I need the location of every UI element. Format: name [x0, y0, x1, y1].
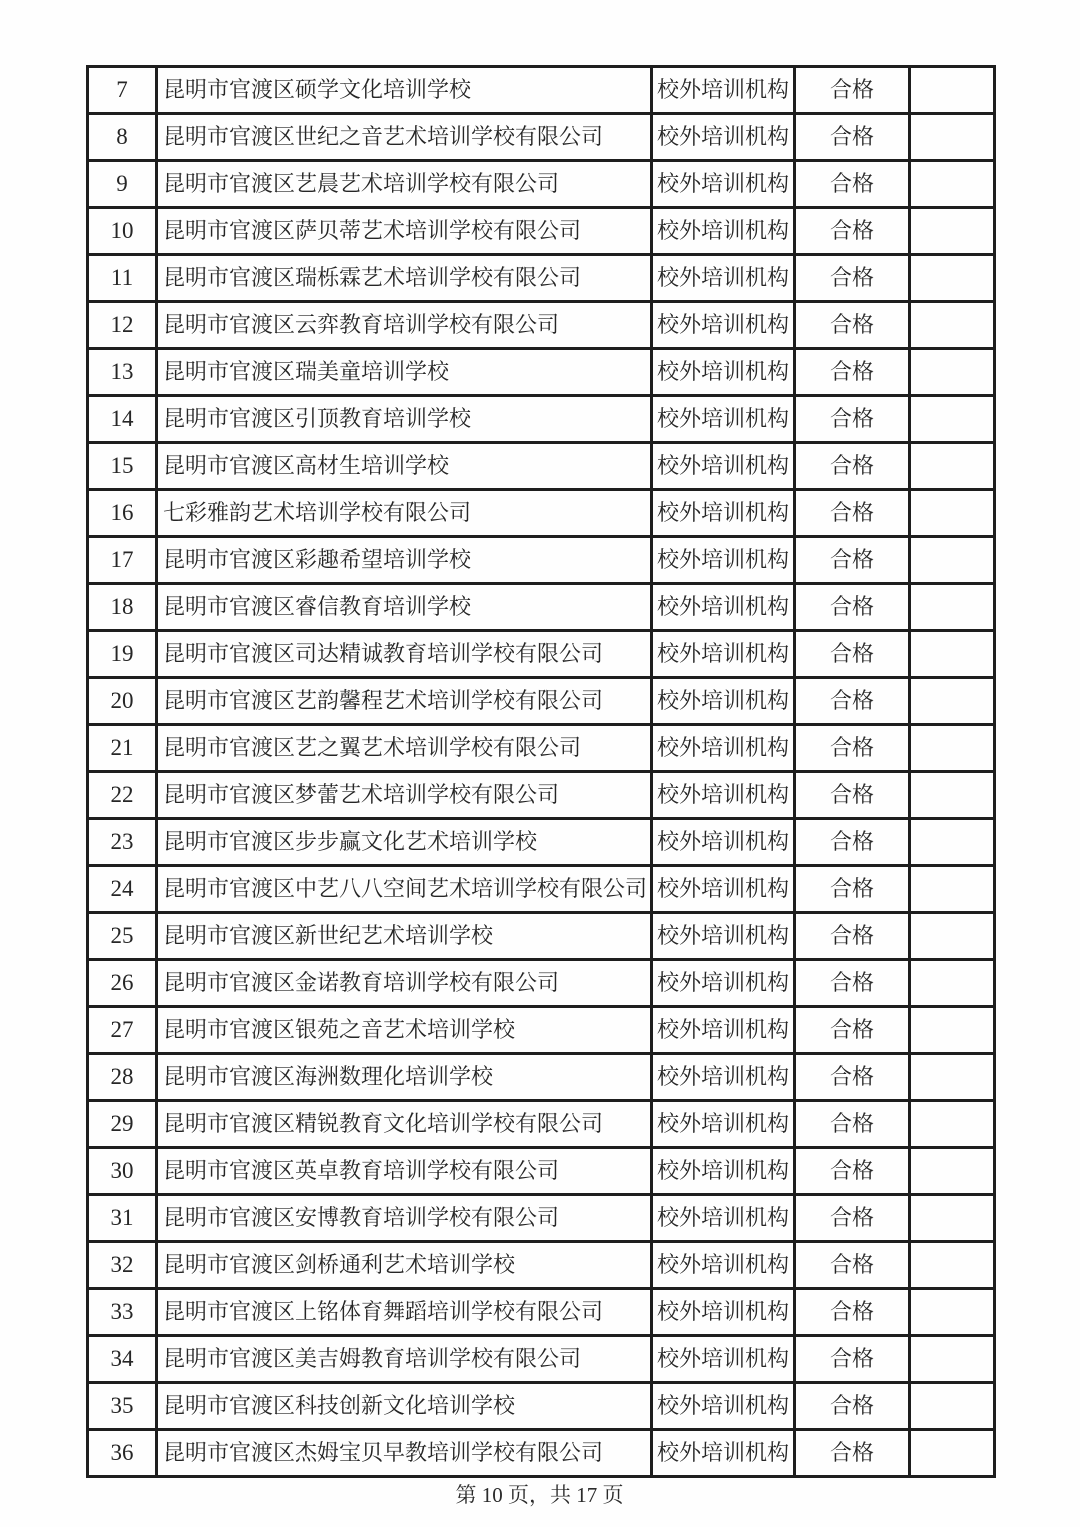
- institution-name-cell: 昆明市官渡区睿信教育培训学校: [157, 584, 652, 631]
- inspection-result-cell: 合格: [795, 1336, 910, 1383]
- institution-type-cell: 校外培训机构: [652, 1289, 795, 1336]
- inspection-result-cell: 合格: [795, 913, 910, 960]
- remark-cell: [910, 1430, 995, 1477]
- institution-type-cell: 校外培训机构: [652, 114, 795, 161]
- inspection-result-cell: 合格: [795, 725, 910, 772]
- table-row: [88, 1054, 995, 1101]
- institution-name-cell: 昆明市官渡区艺晨艺术培训学校有限公司: [157, 161, 652, 208]
- remark-cell: [910, 1101, 995, 1148]
- institution-name-cell: 昆明市官渡区海洲数理化培训学校: [157, 1054, 652, 1101]
- row-index-cell: 20: [88, 678, 157, 725]
- row-index-cell: 29: [88, 1101, 157, 1148]
- institution-type-cell: 校外培训机构: [652, 537, 795, 584]
- row-index-cell: 32: [88, 1242, 157, 1289]
- table-row: [88, 537, 995, 584]
- row-index-cell: 18: [88, 584, 157, 631]
- remark-cell: [910, 537, 995, 584]
- remark-cell: [910, 584, 995, 631]
- remark-cell: [910, 1148, 995, 1195]
- institution-name-cell: 昆明市官渡区艺之翼艺术培训学校有限公司: [157, 725, 652, 772]
- remark-cell: [910, 114, 995, 161]
- institution-name-cell: 昆明市官渡区彩趣希望培训学校: [157, 537, 652, 584]
- institution-type-cell: 校外培训机构: [652, 302, 795, 349]
- remark-cell: [910, 349, 995, 396]
- table-row: [88, 161, 995, 208]
- row-index-cell: 21: [88, 725, 157, 772]
- institution-name-cell: 昆明市官渡区高材生培训学校: [157, 443, 652, 490]
- inspection-result-cell: 合格: [795, 1242, 910, 1289]
- table-row: [88, 1148, 995, 1195]
- inspection-result-cell: 合格: [795, 396, 910, 443]
- remark-cell: [910, 490, 995, 537]
- institution-name-cell: 昆明市官渡区英卓教育培训学校有限公司: [157, 1148, 652, 1195]
- row-index-cell: 35: [88, 1383, 157, 1430]
- institution-name-cell: 昆明市官渡区精锐教育文化培训学校有限公司: [157, 1101, 652, 1148]
- institution-name-cell: 昆明市官渡区剑桥通利艺术培训学校: [157, 1242, 652, 1289]
- table-row: [88, 67, 995, 114]
- remark-cell: [910, 396, 995, 443]
- institution-name-cell: 昆明市官渡区科技创新文化培训学校: [157, 1383, 652, 1430]
- remark-cell: [910, 913, 995, 960]
- remark-cell: [910, 631, 995, 678]
- remark-cell: [910, 1242, 995, 1289]
- institution-type-cell: 校外培训机构: [652, 443, 795, 490]
- remark-cell: [910, 819, 995, 866]
- row-index-cell: 16: [88, 490, 157, 537]
- institution-type-cell: 校外培训机构: [652, 1007, 795, 1054]
- table-row: [88, 631, 995, 678]
- institution-type-cell: 校外培训机构: [652, 631, 795, 678]
- institution-type-cell: 校外培训机构: [652, 67, 795, 114]
- row-index-cell: 15: [88, 443, 157, 490]
- institution-type-cell: 校外培训机构: [652, 772, 795, 819]
- table-row: [88, 1242, 995, 1289]
- row-index-cell: 30: [88, 1148, 157, 1195]
- table-row: [88, 1007, 995, 1054]
- institution-name-cell: 昆明市官渡区杰姆宝贝早教培训学校有限公司: [157, 1430, 652, 1477]
- institution-type-cell: 校外培训机构: [652, 866, 795, 913]
- institution-type-cell: 校外培训机构: [652, 161, 795, 208]
- institution-type-cell: 校外培训机构: [652, 584, 795, 631]
- institution-type-cell: 校外培训机构: [652, 396, 795, 443]
- institution-name-cell: 昆明市官渡区美吉姆教育培训学校有限公司: [157, 1336, 652, 1383]
- inspection-result-cell: 合格: [795, 819, 910, 866]
- inspection-result-cell: 合格: [795, 255, 910, 302]
- remark-cell: [910, 1054, 995, 1101]
- row-index-cell: 31: [88, 1195, 157, 1242]
- institution-name-cell: 昆明市官渡区金诺教育培训学校有限公司: [157, 960, 652, 1007]
- table-body: [88, 67, 995, 1477]
- row-index-cell: 33: [88, 1289, 157, 1336]
- inspection-result-cell: 合格: [795, 1195, 910, 1242]
- table-row: [88, 584, 995, 631]
- remark-cell: [910, 678, 995, 725]
- institution-name-cell: 昆明市官渡区艺韵馨程艺术培训学校有限公司: [157, 678, 652, 725]
- institution-type-cell: 校外培训机构: [652, 490, 795, 537]
- institution-name-cell: 昆明市官渡区瑞栎霖艺术培训学校有限公司: [157, 255, 652, 302]
- inspection-result-cell: 合格: [795, 631, 910, 678]
- inspection-result-cell: 合格: [795, 1383, 910, 1430]
- institution-type-cell: 校外培训机构: [652, 678, 795, 725]
- inspection-results-table: [86, 65, 996, 1478]
- row-index-cell: 22: [88, 772, 157, 819]
- inspection-result-cell: 合格: [795, 1054, 910, 1101]
- row-index-cell: 10: [88, 208, 157, 255]
- institution-name-cell: 昆明市官渡区安博教育培训学校有限公司: [157, 1195, 652, 1242]
- row-index-cell: 12: [88, 302, 157, 349]
- remark-cell: [910, 255, 995, 302]
- inspection-result-cell: 合格: [795, 772, 910, 819]
- table-row: [88, 1383, 995, 1430]
- remark-cell: [910, 1289, 995, 1336]
- row-index-cell: 27: [88, 1007, 157, 1054]
- table-row: [88, 725, 995, 772]
- row-index-cell: 7: [88, 67, 157, 114]
- institution-type-cell: 校外培训机构: [652, 1430, 795, 1477]
- institution-type-cell: 校外培训机构: [652, 1195, 795, 1242]
- inspection-result-cell: 合格: [795, 161, 910, 208]
- inspection-result-cell: 合格: [795, 67, 910, 114]
- institution-type-cell: 校外培训机构: [652, 1054, 795, 1101]
- remark-cell: [910, 1007, 995, 1054]
- institution-type-cell: 校外培训机构: [652, 960, 795, 1007]
- institution-type-cell: 校外培训机构: [652, 1148, 795, 1195]
- table-row: [88, 255, 995, 302]
- table-row: [88, 819, 995, 866]
- institution-name-cell: 昆明市官渡区司达精诚教育培训学校有限公司: [157, 631, 652, 678]
- table-row: [88, 1336, 995, 1383]
- institution-name-cell: 昆明市官渡区新世纪艺术培训学校: [157, 913, 652, 960]
- institution-name-cell: 昆明市官渡区瑞美童培训学校: [157, 349, 652, 396]
- row-index-cell: 25: [88, 913, 157, 960]
- row-index-cell: 24: [88, 866, 157, 913]
- remark-cell: [910, 866, 995, 913]
- table-row: [88, 772, 995, 819]
- inspection-result-cell: 合格: [795, 537, 910, 584]
- institution-type-cell: 校外培训机构: [652, 349, 795, 396]
- page-number-footer: 第 10 页，共 17 页: [455, 1483, 624, 1507]
- row-index-cell: 28: [88, 1054, 157, 1101]
- table-row: [88, 866, 995, 913]
- inspection-result-cell: 合格: [795, 208, 910, 255]
- institution-name-cell: 昆明市官渡区步步赢文化艺术培训学校: [157, 819, 652, 866]
- remark-cell: [910, 1383, 995, 1430]
- row-index-cell: 8: [88, 114, 157, 161]
- institution-type-cell: 校外培训机构: [652, 208, 795, 255]
- table-row: [88, 302, 995, 349]
- table-row: [88, 114, 995, 161]
- table-row: [88, 396, 995, 443]
- institution-type-cell: 校外培训机构: [652, 913, 795, 960]
- table-row: [88, 678, 995, 725]
- inspection-result-cell: 合格: [795, 1148, 910, 1195]
- institution-type-cell: 校外培训机构: [652, 1242, 795, 1289]
- row-index-cell: 36: [88, 1430, 157, 1477]
- row-index-cell: 34: [88, 1336, 157, 1383]
- remark-cell: [910, 1336, 995, 1383]
- row-index-cell: 17: [88, 537, 157, 584]
- institution-name-cell: 昆明市官渡区上铭体育舞蹈培训学校有限公司: [157, 1289, 652, 1336]
- remark-cell: [910, 960, 995, 1007]
- remark-cell: [910, 67, 995, 114]
- table-row: [88, 960, 995, 1007]
- table-row: [88, 1430, 995, 1477]
- inspection-result-cell: 合格: [795, 349, 910, 396]
- row-index-cell: 9: [88, 161, 157, 208]
- inspection-result-cell: 合格: [795, 114, 910, 161]
- institution-type-cell: 校外培训机构: [652, 1101, 795, 1148]
- institution-type-cell: 校外培训机构: [652, 1336, 795, 1383]
- remark-cell: [910, 725, 995, 772]
- row-index-cell: 11: [88, 255, 157, 302]
- inspection-result-cell: 合格: [795, 490, 910, 537]
- inspection-result-cell: 合格: [795, 1430, 910, 1477]
- remark-cell: [910, 443, 995, 490]
- row-index-cell: 19: [88, 631, 157, 678]
- inspection-result-cell: 合格: [795, 302, 910, 349]
- inspection-result-cell: 合格: [795, 960, 910, 1007]
- institution-type-cell: 校外培训机构: [652, 819, 795, 866]
- row-index-cell: 13: [88, 349, 157, 396]
- inspection-result-cell: 合格: [795, 443, 910, 490]
- remark-cell: [910, 302, 995, 349]
- table-row: [88, 349, 995, 396]
- institution-name-cell: 昆明市官渡区硕学文化培训学校: [157, 67, 652, 114]
- inspection-result-cell: 合格: [795, 866, 910, 913]
- inspection-result-cell: 合格: [795, 1289, 910, 1336]
- institution-name-cell: 昆明市官渡区梦蕾艺术培训学校有限公司: [157, 772, 652, 819]
- inspection-result-cell: 合格: [795, 678, 910, 725]
- inspection-result-cell: 合格: [795, 584, 910, 631]
- remark-cell: [910, 772, 995, 819]
- table-row: [88, 1289, 995, 1336]
- inspection-result-cell: 合格: [795, 1101, 910, 1148]
- row-index-cell: 23: [88, 819, 157, 866]
- institution-name-cell: 昆明市官渡区银苑之音艺术培训学校: [157, 1007, 652, 1054]
- institution-type-cell: 校外培训机构: [652, 1383, 795, 1430]
- table-row: [88, 913, 995, 960]
- row-index-cell: 26: [88, 960, 157, 1007]
- institution-name-cell: 昆明市官渡区世纪之音艺术培训学校有限公司: [157, 114, 652, 161]
- institution-name-cell: 昆明市官渡区引顶教育培训学校: [157, 396, 652, 443]
- inspection-result-cell: 合格: [795, 1007, 910, 1054]
- institution-name-cell: 昆明市官渡区中艺八八空间艺术培训学校有限公司: [157, 866, 652, 913]
- table-row: [88, 1195, 995, 1242]
- institution-type-cell: 校外培训机构: [652, 725, 795, 772]
- remark-cell: [910, 1195, 995, 1242]
- institution-name-cell: 昆明市官渡区云弈教育培训学校有限公司: [157, 302, 652, 349]
- institution-name-cell: 昆明市官渡区萨贝蒂艺术培训学校有限公司: [157, 208, 652, 255]
- table-row: [88, 208, 995, 255]
- table-row: [88, 490, 995, 537]
- row-index-cell: 14: [88, 396, 157, 443]
- institution-type-cell: 校外培训机构: [652, 255, 795, 302]
- remark-cell: [910, 161, 995, 208]
- table-row: [88, 443, 995, 490]
- institution-name-cell: 七彩雅韵艺术培训学校有限公司: [157, 490, 652, 537]
- remark-cell: [910, 208, 995, 255]
- table-row: [88, 1101, 995, 1148]
